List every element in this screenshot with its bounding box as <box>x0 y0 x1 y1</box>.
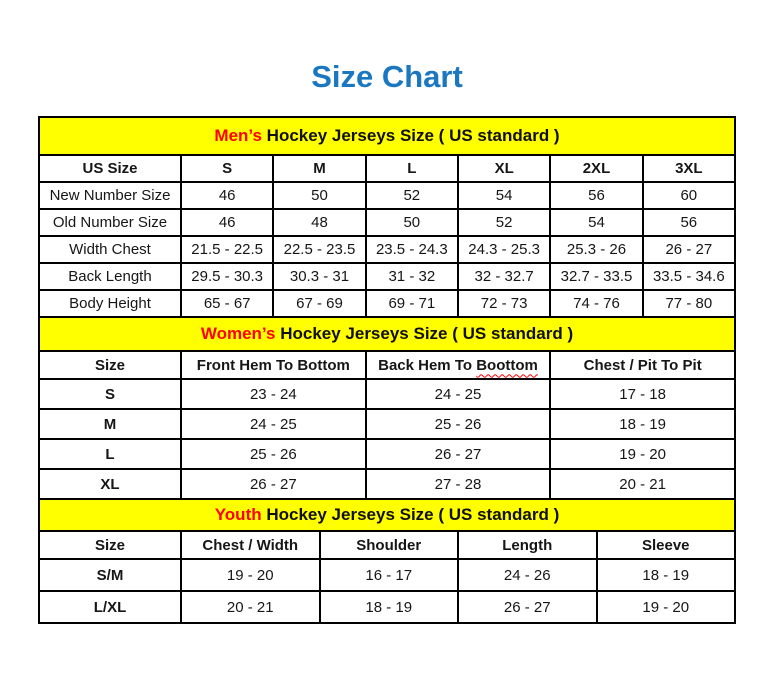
column-header <box>597 531 736 559</box>
table-row <box>39 591 735 623</box>
page-title: Size Chart <box>311 59 463 94</box>
row-label: L <box>39 439 181 469</box>
youth-header-row <box>39 531 735 559</box>
column-header-label: 3XL <box>675 160 703 178</box>
table-cell: 46 <box>181 182 273 209</box>
table-row <box>39 209 735 236</box>
table-cell: 56 <box>550 182 642 209</box>
section-band-accent: Youth <box>214 505 262 525</box>
table-row <box>39 236 735 263</box>
column-header-label: L <box>407 160 417 178</box>
table-cell: 18 - 19 <box>597 559 736 591</box>
table-cell: 18 - 19 <box>320 591 459 623</box>
table-cell: 17 - 18 <box>550 379 735 409</box>
size-tables <box>38 116 736 624</box>
row-label: Width Chest <box>39 236 181 263</box>
section-band-title <box>39 117 735 155</box>
column-header <box>39 531 181 559</box>
table-cell: 77 - 80 <box>643 290 735 317</box>
row-label: L/XL <box>39 591 181 623</box>
table-cell: 33.5 - 34.6 <box>643 263 735 290</box>
womens-section-band <box>39 317 735 351</box>
column-header-label: Sleeve <box>641 536 690 554</box>
table-cell: 21.5 - 22.5 <box>181 236 273 263</box>
section-band-text: Hockey Jerseys Size ( US standard ) <box>261 505 560 525</box>
table-row <box>39 409 735 439</box>
column-header <box>273 155 365 182</box>
column-header-label: M <box>313 160 326 178</box>
column-header-label: US Size <box>82 160 138 178</box>
table-cell: 31 - 32 <box>366 263 458 290</box>
row-label: Old Number Size <box>39 209 181 236</box>
section-band-text: Hockey Jerseys Size ( US standard ) <box>261 126 560 146</box>
womens-header-row <box>39 351 735 379</box>
table-cell: 30.3 - 31 <box>273 263 365 290</box>
table-cell: 27 - 28 <box>366 469 551 499</box>
column-header-label: Length <box>502 536 553 554</box>
mens-size-table <box>38 116 736 318</box>
table-row <box>39 439 735 469</box>
size-chart-page <box>38 0 736 624</box>
table-cell: 20 - 21 <box>181 591 320 623</box>
table-cell: 26 - 27 <box>458 591 597 623</box>
table-row <box>39 379 735 409</box>
table-cell: 19 - 20 <box>550 439 735 469</box>
column-header-label: S <box>222 160 233 178</box>
section-band-accent: Women’s <box>200 324 276 344</box>
column-header <box>39 155 181 182</box>
section-band-title <box>39 317 735 351</box>
column-header <box>643 155 735 182</box>
table-cell: 26 - 27 <box>181 469 366 499</box>
column-header <box>181 531 320 559</box>
table-cell: 32.7 - 33.5 <box>550 263 642 290</box>
column-header-label: Shoulder <box>356 536 422 554</box>
column-header <box>39 351 181 379</box>
table-row <box>39 182 735 209</box>
column-header <box>458 155 550 182</box>
column-header-label: Back Hem To <box>378 356 477 374</box>
table-cell: 69 - 71 <box>366 290 458 317</box>
table-cell: 52 <box>458 209 550 236</box>
table-row <box>39 559 735 591</box>
table-cell: 25 - 26 <box>181 439 366 469</box>
table-cell: 54 <box>550 209 642 236</box>
column-header-label: Size <box>94 356 125 374</box>
table-cell: 24 - 26 <box>458 559 597 591</box>
table-cell: 60 <box>643 182 735 209</box>
table-cell: 20 - 21 <box>550 469 735 499</box>
youth-size-table <box>38 498 736 624</box>
table-cell: 22.5 - 23.5 <box>273 236 365 263</box>
column-header-label: Size <box>94 536 125 554</box>
table-cell: 29.5 - 30.3 <box>181 263 273 290</box>
section-band-accent: Men’s <box>214 126 262 146</box>
table-cell: 19 - 20 <box>181 559 320 591</box>
column-header-label: 2XL <box>582 160 611 178</box>
column-header <box>366 351 551 379</box>
table-cell: 46 <box>181 209 273 236</box>
table-cell: 18 - 19 <box>550 409 735 439</box>
table-cell: 50 <box>273 182 365 209</box>
row-label: M <box>39 409 181 439</box>
column-header <box>320 531 459 559</box>
youth-section-band <box>39 499 735 531</box>
column-header <box>366 155 458 182</box>
column-header-label: Chest / Pit To Pit <box>583 356 702 374</box>
table-cell: 16 - 17 <box>320 559 459 591</box>
row-label: XL <box>39 469 181 499</box>
table-cell: 50 <box>366 209 458 236</box>
table-cell: 23.5 - 24.3 <box>366 236 458 263</box>
column-header <box>181 351 366 379</box>
row-label: S/M <box>39 559 181 591</box>
column-header <box>458 531 597 559</box>
table-cell: 32 - 32.7 <box>458 263 550 290</box>
table-cell: 19 - 20 <box>597 591 736 623</box>
column-header-label: Chest / Width <box>202 536 299 554</box>
table-cell: 54 <box>458 182 550 209</box>
row-label: Back Length <box>39 263 181 290</box>
row-label: S <box>39 379 181 409</box>
table-cell: 52 <box>366 182 458 209</box>
table-cell: 56 <box>643 209 735 236</box>
column-header-label: Front Hem To Bottom <box>196 356 350 374</box>
mens-header-row <box>39 155 735 182</box>
column-header-label: XL <box>494 160 514 178</box>
table-row <box>39 263 735 290</box>
section-band-text: Hockey Jerseys Size ( US standard ) <box>275 324 574 344</box>
womens-size-table <box>38 316 736 500</box>
table-row <box>39 469 735 499</box>
table-cell: 24 - 25 <box>366 379 551 409</box>
table-cell: 25.3 - 26 <box>550 236 642 263</box>
column-header <box>550 155 642 182</box>
row-label: Body Height <box>39 290 181 317</box>
column-header <box>550 351 735 379</box>
table-row <box>39 290 735 317</box>
table-cell: 67 - 69 <box>273 290 365 317</box>
row-label: New Number Size <box>39 182 181 209</box>
section-band-title <box>39 499 735 531</box>
column-header <box>181 155 273 182</box>
table-cell: 26 - 27 <box>643 236 735 263</box>
table-cell: 24.3 - 25.3 <box>458 236 550 263</box>
table-cell: 74 - 76 <box>550 290 642 317</box>
table-cell: 48 <box>273 209 365 236</box>
table-cell: 26 - 27 <box>366 439 551 469</box>
mens-section-band <box>39 117 735 155</box>
table-cell: 24 - 25 <box>181 409 366 439</box>
table-cell: 65 - 67 <box>181 290 273 317</box>
table-cell: 23 - 24 <box>181 379 366 409</box>
misspelled-word: Boottom <box>476 356 538 374</box>
table-cell: 72 - 73 <box>458 290 550 317</box>
table-cell: 25 - 26 <box>366 409 551 439</box>
